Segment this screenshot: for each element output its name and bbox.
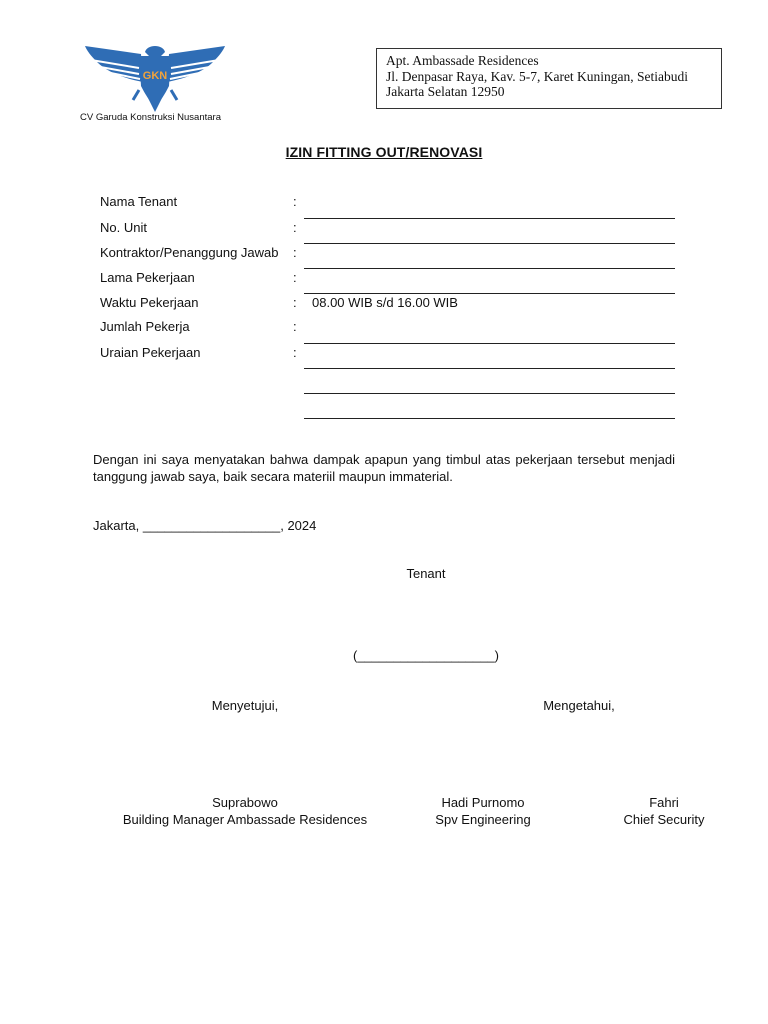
signatory-position: Spv Engineering bbox=[435, 812, 531, 827]
label-lama-pekerjaan: Lama Pekerjaan bbox=[100, 270, 195, 285]
label-jumlah-pekerja: Jumlah Pekerja bbox=[100, 319, 190, 334]
no-unit-field[interactable] bbox=[304, 243, 675, 244]
lama-pekerjaan-field[interactable] bbox=[304, 293, 675, 294]
signatory-name: Suprabowo bbox=[212, 795, 278, 810]
date-line: Jakarta, ___________________, 2024 bbox=[93, 518, 317, 533]
svg-text:GKN: GKN bbox=[142, 70, 168, 82]
acknowledged-label: Mengetahui, bbox=[543, 698, 615, 713]
label-waktu-pekerjaan: Waktu Pekerjaan bbox=[100, 295, 199, 310]
uraian-pekerjaan-field-line-3[interactable] bbox=[304, 418, 675, 419]
signatory-position: Building Manager Ambassade Residences bbox=[122, 812, 368, 827]
address-line-3: Jakarta Selatan 12950 bbox=[386, 84, 505, 99]
company-name: CV Garuda Konstruksi Nusantara bbox=[80, 112, 221, 123]
uraian-pekerjaan-field-line-1[interactable] bbox=[304, 368, 675, 369]
address-line-1: Apt. Ambassade Residences bbox=[386, 53, 539, 68]
garuda-eagle-icon bbox=[83, 42, 227, 112]
statement-paragraph: Dengan ini saya menyatakan bahwa dampak apapun yang timbul atas pekerjaan tersebut menjadi tanggung jawab saya, baik secara materiil maupun immaterial. bbox=[93, 452, 675, 484]
kontraktor-field[interactable] bbox=[304, 268, 675, 269]
separator-colon: : bbox=[293, 270, 297, 285]
signatory-name: Fahri bbox=[649, 795, 679, 810]
nama-tenant-field[interactable] bbox=[304, 218, 675, 219]
separator-colon: : bbox=[293, 345, 297, 360]
separator-colon: : bbox=[293, 319, 297, 334]
company-logo bbox=[80, 42, 230, 126]
uraian-pekerjaan-field-line-2[interactable] bbox=[304, 393, 675, 394]
separator-colon: : bbox=[293, 194, 297, 209]
signatory-name: Hadi Purnomo bbox=[441, 795, 525, 810]
label-kontraktor: Kontraktor/Penanggung Jawab bbox=[100, 245, 279, 260]
tenant-label: Tenant bbox=[406, 566, 446, 581]
tenant-signature-line: (___________________) bbox=[352, 648, 500, 663]
label-nama-tenant: Nama Tenant bbox=[100, 194, 178, 209]
jumlah-pekerja-field[interactable] bbox=[304, 343, 675, 344]
separator-colon: : bbox=[293, 220, 297, 235]
separator-colon: : bbox=[293, 245, 297, 260]
label-no-unit: No. Unit bbox=[100, 220, 147, 235]
document-title: IZIN FITTING OUT/RENOVASI bbox=[285, 144, 483, 160]
label-uraian-pekerjaan: Uraian Pekerjaan bbox=[100, 345, 201, 360]
separator-colon: : bbox=[293, 295, 297, 310]
address-box bbox=[376, 48, 722, 109]
address-line-2: Jl. Denpasar Raya, Kav. 5-7, Karet Kuningan, Setiabudi bbox=[386, 68, 689, 84]
waktu-pekerjaan-value: 08.00 WIB s/d 16.00 WIB bbox=[312, 295, 458, 310]
signatory-position: Chief Security bbox=[623, 812, 705, 827]
approved-label: Menyetujui, bbox=[211, 698, 279, 713]
